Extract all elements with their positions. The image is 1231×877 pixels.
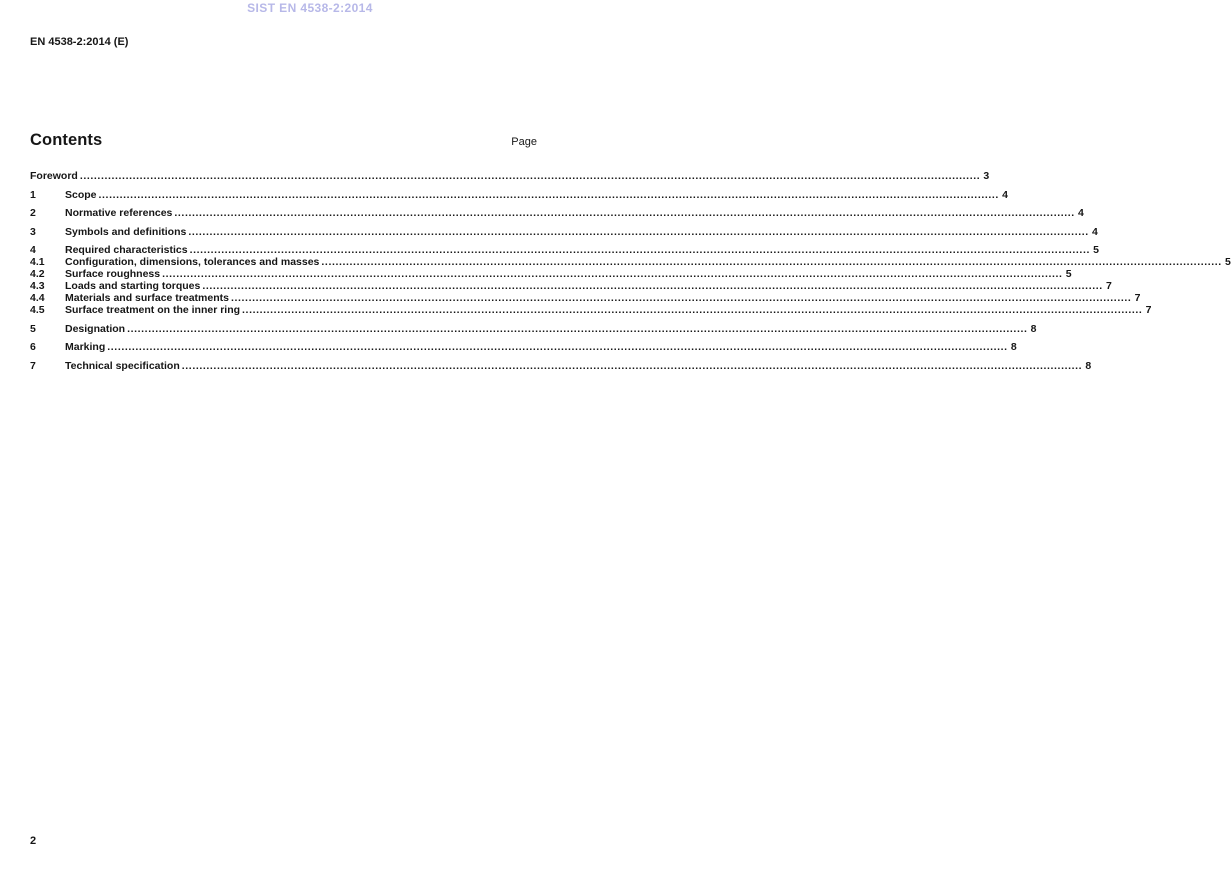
toc-row [30, 256, 1231, 268]
toc-row [30, 292, 1141, 304]
toc-entry-number: 4.3 [30, 280, 45, 292]
toc-row [30, 207, 1084, 219]
toc-entry-page-number: 8 [1010, 341, 1017, 353]
toc-row [30, 322, 1037, 335]
toc-entry-page-number: 4 [1002, 188, 1008, 201]
toc-leader-dots: ................................................................................................................................................................................................................................................................ [202, 280, 1103, 292]
toc-entry-number: 3 [30, 225, 36, 238]
toc-leader-dots: ................................................................................................................................................................................................................................................................ [174, 207, 1075, 219]
toc-leader-dots: ................................................................................................................................................................................................................................................................ [181, 359, 1083, 372]
page-column-label: Page [511, 136, 537, 148]
toc-entry-title: Surface treatment on the inner ring [65, 304, 241, 316]
toc-entry-number: 1 [30, 188, 36, 201]
toc-leader-dots: ................................................................................................................................................................................................................................................................ [242, 304, 1143, 316]
toc-leader-dots: ................................................................................................................................................................................................................................................................ [188, 225, 1089, 238]
toc-entry-number: 4 [30, 244, 36, 256]
watermark-standard-ref: SIST EN 4538-2:2014 [247, 1, 373, 15]
toc-entry-title: Scope [65, 188, 97, 201]
toc-leader-dots: ................................................................................................................................................................................................................................................................ [127, 322, 1028, 335]
toc-leader-dots: ................................................................................................................................................................................................................................................................ [189, 244, 1090, 256]
toc-entry-number: 7 [30, 359, 36, 372]
toc-row [30, 304, 1152, 316]
toc-entry-page-number: 8 [1030, 322, 1037, 335]
toc-entry-page-number: 7 [1145, 304, 1152, 316]
toc-entry-title: Materials and surface treatments [65, 292, 229, 304]
toc-row [30, 170, 990, 182]
toc-entry-page-number: 7 [1105, 280, 1112, 292]
toc-entry-number: 4.5 [30, 304, 45, 316]
toc-row [30, 225, 1098, 238]
toc-entry-number: 5 [30, 322, 36, 335]
toc-entry-title: Symbols and definitions [65, 225, 187, 238]
toc-entry-page-number: 5 [1224, 256, 1231, 268]
toc-entry-title: Loads and starting torques [65, 280, 201, 292]
toc-entry-page-number: 7 [1134, 292, 1141, 304]
toc-entry-title: Technical specification [65, 359, 180, 372]
document-id: EN 4538-2:2014 (E) [30, 36, 129, 48]
toc-entry-page-number: 4 [1077, 207, 1084, 219]
toc-row [30, 268, 1072, 280]
toc-entry-number: 2 [30, 207, 36, 219]
toc-entry-number: 4.4 [30, 292, 45, 304]
toc-leader-dots: ................................................................................................................................................................................................................................................................ [230, 292, 1132, 304]
toc-entry-title: Normative references [65, 207, 173, 219]
toc-leader-dots: ................................................................................................................................................................................................................................................................ [162, 268, 1063, 280]
toc-entry-number: 4.1 [30, 256, 45, 268]
toc-entry-number: 4.2 [30, 268, 45, 280]
toc-entry-title: Configuration, dimensions, tolerances and masses [65, 256, 320, 268]
toc-entry-title: Required characteristics [65, 244, 188, 256]
toc-entry-title: Surface roughness [65, 268, 161, 280]
footer-page-number: 2 [30, 835, 37, 847]
toc-entry-page-number: 4 [1091, 225, 1098, 238]
toc-entry-title: Designation [65, 322, 126, 335]
toc-list [30, 170, 1231, 372]
toc-leader-dots: ................................................................................................................................................................................................................................................................ [321, 256, 1222, 268]
toc-entry-number: 6 [30, 341, 36, 353]
toc-leader-dots: ................................................................................................................................................................................................................................................................ [79, 170, 981, 182]
toc-entry-title: Marking [65, 341, 106, 353]
contents-header [30, 131, 537, 150]
toc-entry-page-number: 5 [1065, 268, 1072, 280]
contents-title: Contents [30, 131, 103, 149]
toc-entry-page-number: 8 [1085, 359, 1092, 372]
toc-row [30, 359, 1092, 372]
toc-entry-page-number: 3 [983, 170, 990, 182]
toc-row [30, 280, 1112, 292]
toc-entry-page-number: 5 [1093, 244, 1099, 256]
toc-entry-title: Foreword [30, 170, 78, 182]
toc-row [30, 244, 1099, 256]
toc-row [30, 341, 1017, 353]
toc-row [30, 188, 1008, 201]
toc-leader-dots: ................................................................................................................................................................................................................................................................ [107, 341, 1008, 353]
toc-leader-dots: ................................................................................................................................................................................................................................................................ [98, 188, 999, 201]
